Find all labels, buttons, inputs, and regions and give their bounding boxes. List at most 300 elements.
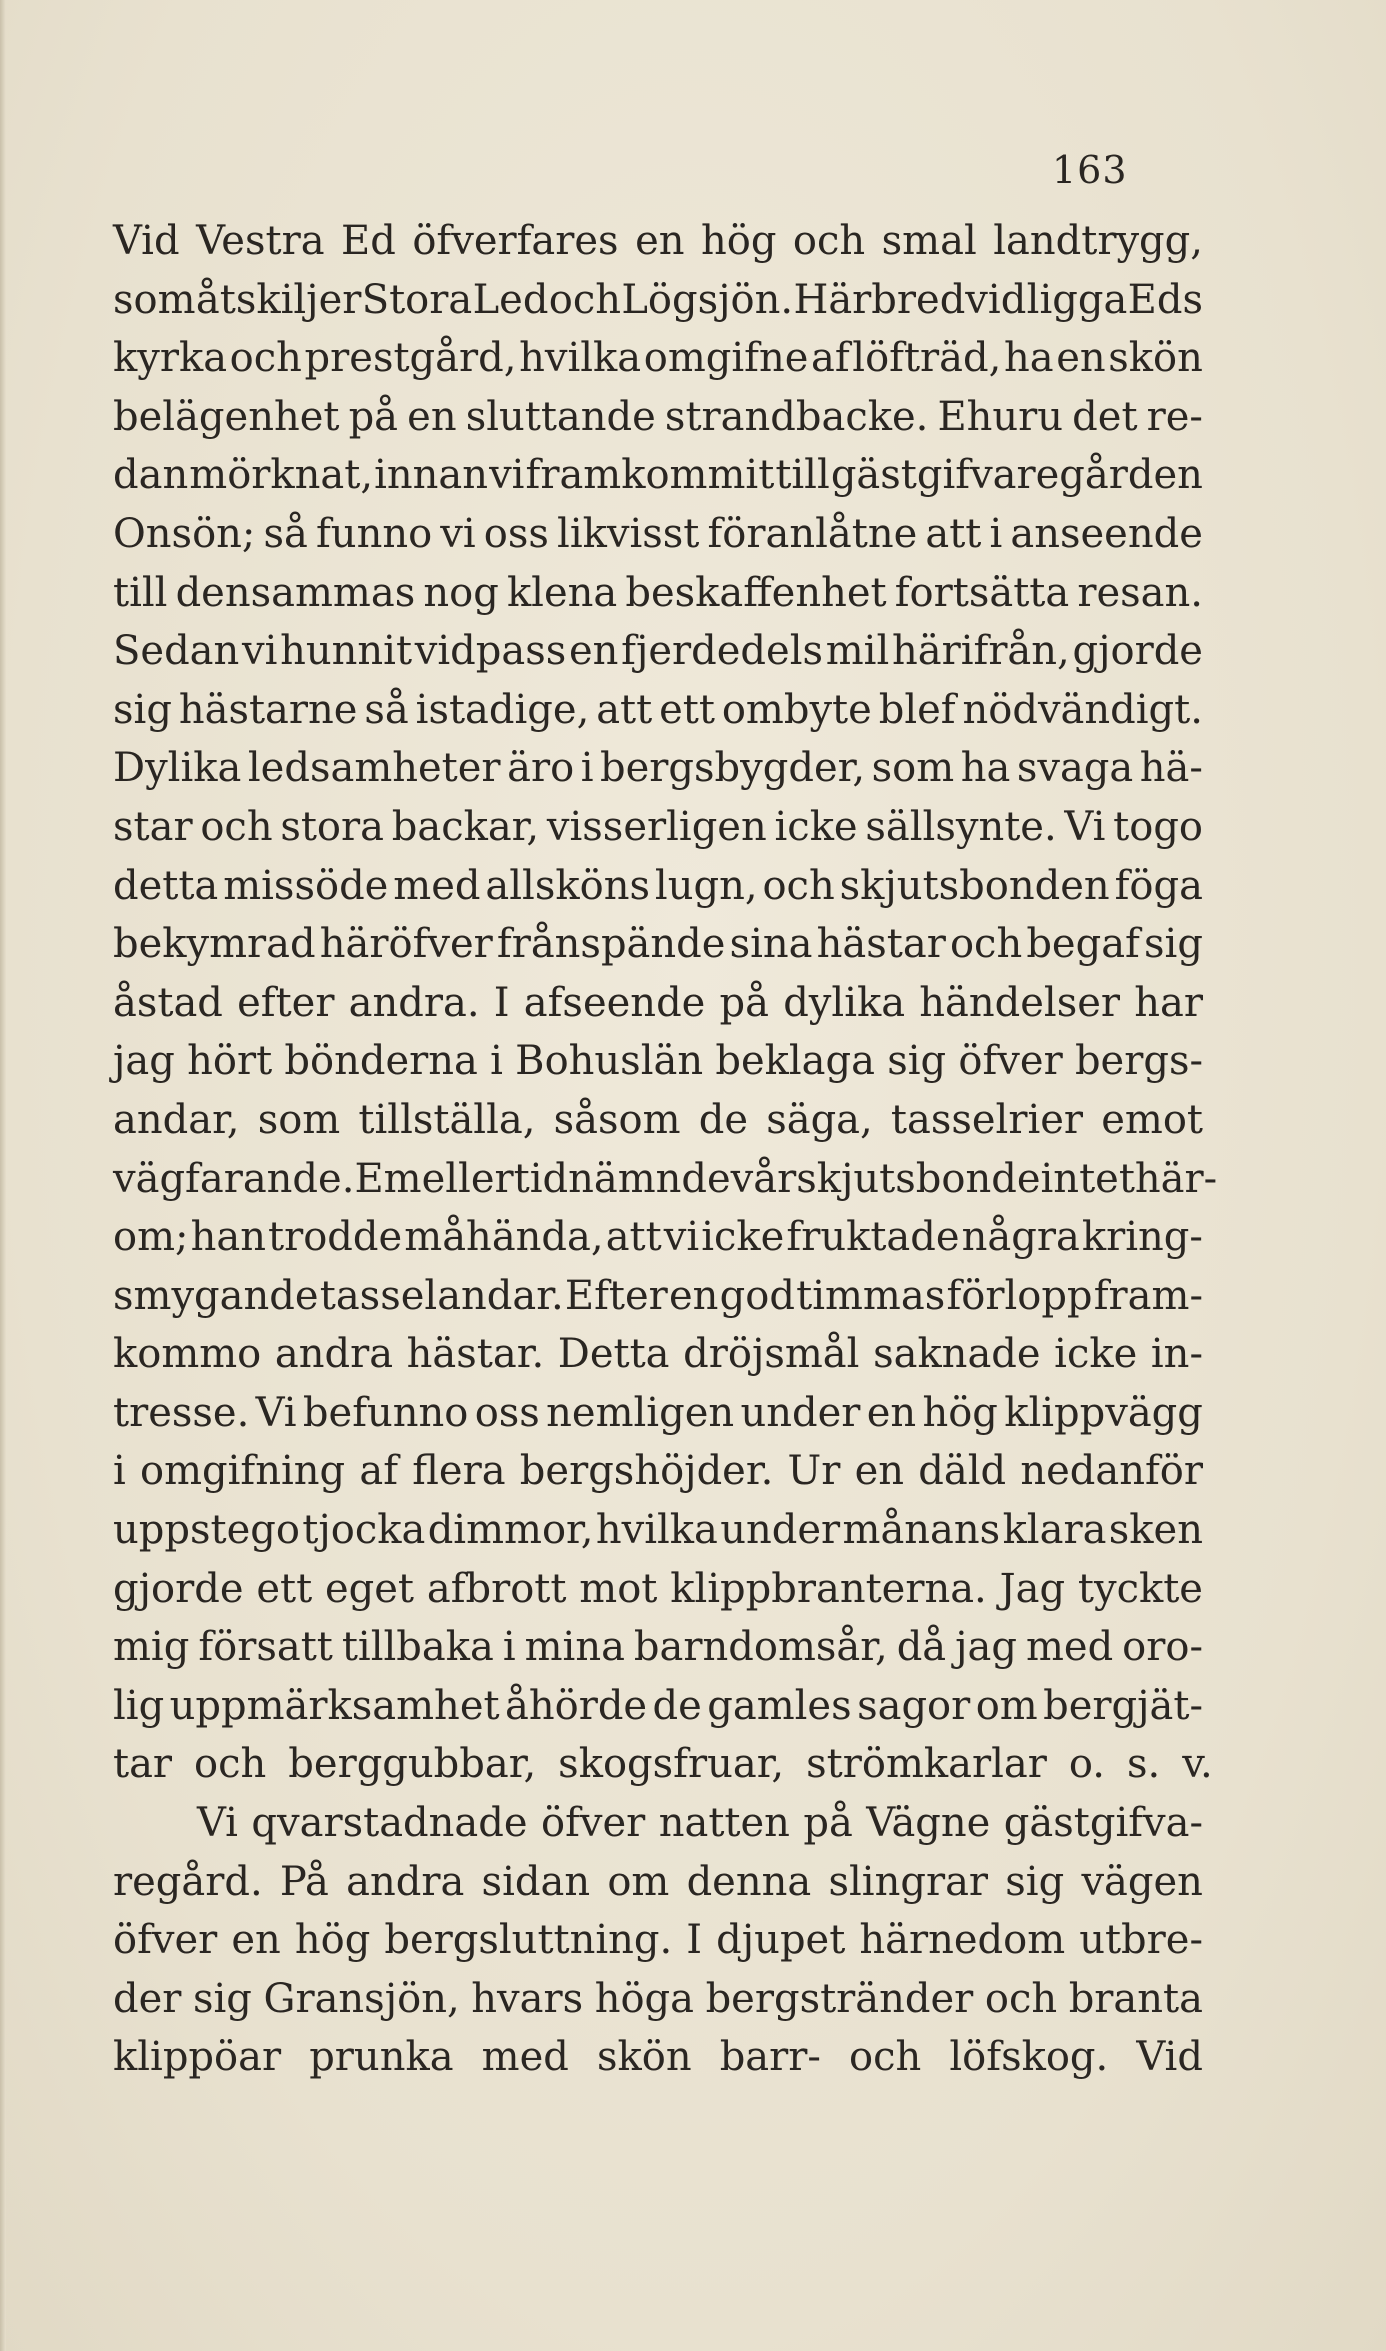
word: icke (1054, 1331, 1138, 1378)
word: frånspände (496, 921, 726, 968)
word: hästarne (178, 686, 358, 733)
text-line (113, 505, 1203, 564)
word: djupet (716, 1917, 846, 1964)
word: tjocka (302, 1507, 426, 1554)
word: vi (489, 452, 525, 499)
word: stora (280, 803, 384, 850)
text-line (113, 1032, 1203, 1091)
word: så (364, 686, 409, 733)
word: fortsätta (894, 569, 1070, 616)
word: oss (474, 1389, 540, 1436)
word: icke (774, 803, 858, 850)
word: qvarstadnade (251, 1800, 528, 1847)
word: kommo (113, 1331, 262, 1378)
word: öfver (113, 1917, 218, 1964)
word: föranlåtne (707, 510, 918, 557)
word: likvisst (557, 510, 700, 557)
word: och (194, 1741, 267, 1788)
word: ombyte (721, 686, 872, 733)
word: Vi (197, 1800, 238, 1847)
word: begaf (1026, 921, 1140, 968)
word: in- (1150, 1331, 1203, 1378)
word: hög (922, 1389, 998, 1436)
word: beklaga (715, 1038, 875, 1085)
word: och (849, 2034, 922, 2081)
word: gjorde (113, 1565, 244, 1612)
word: oss (483, 510, 549, 557)
word: omgifning (140, 1448, 346, 1495)
word: de (652, 1682, 702, 1729)
text-line (113, 212, 1203, 271)
word: mot (579, 1565, 658, 1612)
word: skön (596, 2034, 692, 2081)
text-line (113, 1208, 1203, 1267)
word: eget (324, 1565, 415, 1612)
word: tresse. (113, 1389, 250, 1436)
word: klena (506, 569, 618, 616)
word: nog (423, 569, 499, 616)
word: sällsynte. (865, 803, 1057, 850)
word: att (925, 510, 982, 557)
word: kring- (1081, 1214, 1203, 1261)
word: Vi (255, 1389, 297, 1436)
word: med (481, 2034, 569, 2081)
word: och (792, 218, 866, 264)
word: hästar. (406, 1331, 545, 1378)
word: ha (1003, 335, 1054, 382)
word: månans (842, 1507, 1001, 1554)
text-line (113, 564, 1203, 623)
word: hä- (1139, 745, 1203, 792)
word: På (279, 1858, 329, 1905)
word: bergshöjder. (519, 1448, 774, 1495)
word: svaga (1016, 745, 1134, 792)
word: uppmärksamhet (169, 1682, 500, 1729)
word: ett (659, 686, 715, 733)
word: om (607, 1858, 670, 1905)
word: saknade (873, 1331, 1041, 1378)
text-line (113, 1560, 1203, 1619)
word: under (740, 1389, 861, 1436)
word: nämnde (568, 1155, 731, 1202)
word: regård. (113, 1858, 263, 1905)
word: dan (113, 452, 189, 499)
word: Detta (557, 1331, 670, 1378)
word: smal (881, 218, 977, 264)
word: Gransjön, (263, 1975, 460, 2022)
word: re- (1146, 393, 1203, 440)
word: gästgifva- (1003, 1800, 1203, 1847)
word: Dylika (113, 745, 242, 792)
text-line (113, 1911, 1203, 1970)
word: v. (1182, 1741, 1213, 1788)
word: bönderna (284, 1038, 478, 1085)
page-number: 163 (1052, 148, 1128, 192)
word: och (949, 921, 1023, 968)
word: häröfver (319, 921, 493, 968)
word: jag (955, 1624, 1017, 1671)
text-line (113, 446, 1203, 505)
word: utbre- (1079, 1917, 1203, 1964)
text-line (113, 798, 1203, 857)
word: Eds (1127, 276, 1203, 323)
word: med (393, 862, 481, 909)
word: Emellertid (354, 1155, 569, 1202)
word: hög (700, 218, 777, 264)
word: visserligen (546, 803, 767, 850)
word: gjorde (1072, 628, 1203, 675)
word: nödvändigt. (962, 686, 1203, 733)
word: icke (701, 1214, 785, 1261)
word: flera (412, 1448, 506, 1495)
word: Onsön; (113, 510, 256, 557)
word: efter (237, 979, 335, 1026)
word: i (502, 1624, 516, 1671)
word: på (803, 1800, 853, 1847)
text-line (113, 1853, 1203, 1912)
word: öfver (540, 1800, 646, 1847)
text-line (113, 1384, 1203, 1443)
word: hvilka (595, 1507, 718, 1554)
word: och (548, 276, 622, 323)
text-line (113, 1970, 1203, 2029)
word: barr- (719, 2034, 821, 2081)
word: afbrott (426, 1565, 567, 1612)
word: strandbacke. (664, 393, 929, 440)
word: en (866, 1389, 917, 1436)
word: Vid (113, 218, 180, 264)
word: om (975, 1682, 1038, 1729)
word: anseende (1010, 510, 1203, 557)
word: en (407, 393, 457, 440)
word: vägfarande. (113, 1155, 355, 1202)
word: befunno (302, 1389, 469, 1436)
word: andra. (348, 979, 480, 1026)
word: kyrka (113, 335, 228, 382)
word: de (698, 1096, 749, 1143)
text-line (113, 1091, 1203, 1150)
word: i (113, 1448, 126, 1495)
word: ligga (1026, 276, 1128, 323)
text-line (113, 2028, 1203, 2087)
word: han (190, 1214, 266, 1261)
word: fjerdedels (621, 628, 824, 675)
word: klippvägg (1004, 1389, 1203, 1436)
word: god (719, 1272, 795, 1319)
word: resan. (1077, 569, 1203, 616)
word: en (231, 1917, 281, 1964)
body-text (113, 212, 1218, 2087)
word: I (493, 979, 510, 1026)
word: sidan (481, 1858, 591, 1905)
text-line (113, 1794, 1203, 1853)
word: dylika (783, 979, 906, 1026)
word: landtrygg, (993, 218, 1203, 264)
text-line (113, 271, 1203, 330)
word: äro (507, 745, 575, 792)
word: att (596, 686, 653, 733)
word: bekymrad (113, 921, 316, 968)
word: och (984, 1975, 1058, 2022)
word: vägen (1081, 1858, 1203, 1905)
word: andra (346, 1858, 465, 1905)
word: der (113, 1975, 182, 2022)
word: vi (663, 1214, 700, 1261)
word: höga (594, 1975, 694, 2022)
word: sluttande (465, 393, 656, 440)
word: backar, (391, 803, 540, 850)
word: bergsluttning. (384, 1917, 673, 1964)
word: beskaffenhet (625, 569, 887, 616)
word: af (359, 1448, 399, 1495)
word: åstad (113, 979, 223, 1026)
text-line (113, 681, 1203, 740)
word: sken (1108, 1507, 1203, 1554)
word: Vi (1064, 803, 1106, 850)
word: hört (187, 1038, 273, 1085)
word: mil (825, 628, 890, 675)
word: omgifne (643, 335, 809, 382)
word: hunnit (280, 628, 413, 675)
word: klippbranterna. (670, 1565, 987, 1612)
word: Sedan (113, 628, 240, 675)
word: det (1072, 393, 1138, 440)
word: härifrån, (891, 628, 1070, 675)
word: sig (1005, 1858, 1065, 1905)
word: Stora (361, 276, 473, 323)
page-binding-edge (0, 0, 6, 2351)
word: Efter (564, 1272, 668, 1319)
word: en (569, 628, 619, 675)
word: detta (113, 862, 219, 909)
word: Bohuslän (515, 1038, 704, 1085)
word: Vid (1136, 2034, 1203, 2081)
word: öfverfares (412, 218, 619, 264)
word: mörknat, (189, 452, 374, 499)
text-line (113, 388, 1203, 447)
word: på (719, 979, 769, 1026)
word: har (1134, 979, 1203, 1026)
text-line (113, 974, 1203, 1033)
word: belägenhet (113, 393, 340, 440)
word: förlopp (946, 1272, 1093, 1319)
word: sagor (857, 1682, 971, 1729)
text-line (113, 1325, 1203, 1384)
word: tasselandar. (319, 1272, 564, 1319)
word: däld (918, 1448, 1007, 1495)
word: emot (1101, 1096, 1203, 1143)
word: afseende (523, 979, 706, 1026)
word: bergsbygder, (600, 745, 866, 792)
word: mig (113, 1624, 190, 1671)
word: Ehuru (937, 393, 1064, 440)
word: skjutsbonde (796, 1155, 1041, 1202)
word: dimmor, (427, 1507, 594, 1554)
word: tasselrier (890, 1096, 1084, 1143)
word: trodde (268, 1214, 403, 1261)
word: prestgård, (304, 335, 517, 382)
word: lig (113, 1682, 165, 1729)
word: I (686, 1917, 703, 1964)
word: härnedom (859, 1917, 1066, 1964)
word: klara (1002, 1507, 1107, 1554)
word: gästgifvaregården (830, 452, 1203, 499)
word: natten (658, 1800, 790, 1847)
text-line (113, 329, 1203, 388)
word: intet (1040, 1155, 1135, 1202)
word: i (989, 510, 1003, 557)
word: denna (686, 1858, 812, 1905)
word: hvars (471, 1975, 584, 2022)
word: tar (113, 1741, 173, 1788)
word: sig (113, 686, 172, 733)
word: ett (256, 1565, 313, 1612)
word: missöde (223, 862, 389, 909)
word: åhörde (505, 1682, 648, 1729)
word: allsköns (485, 862, 650, 909)
word: löfskog. (949, 2034, 1109, 2081)
word: sig (192, 1975, 252, 2022)
word: nedanför (1020, 1448, 1203, 1495)
text-line (113, 1442, 1203, 1501)
text-line (113, 1735, 1213, 1794)
word: åtskiljer (195, 276, 362, 323)
word: timmas (796, 1272, 946, 1319)
word: och (200, 803, 273, 850)
word: Vestra (196, 218, 325, 264)
word: mina (524, 1624, 625, 1671)
word: då (896, 1624, 947, 1671)
word: Ur (787, 1448, 841, 1495)
word: och (229, 335, 302, 382)
word: barndomsår, (633, 1624, 888, 1671)
word: skön (1108, 335, 1203, 382)
word: strömkarlar (806, 1741, 1047, 1788)
word: hästar (816, 921, 946, 968)
word: fram- (1093, 1272, 1203, 1319)
word: försatt (198, 1624, 333, 1671)
text-line (113, 857, 1203, 916)
word: Jag (999, 1565, 1066, 1612)
word: af (811, 335, 850, 382)
word: några (961, 1214, 1080, 1261)
word: tillbaka (341, 1624, 494, 1671)
word: som (871, 745, 955, 792)
word: Lögsjön. (621, 276, 794, 323)
word: till (113, 569, 168, 616)
word: så (263, 510, 308, 557)
word: tyckte (1077, 1565, 1203, 1612)
word: vi (242, 628, 278, 675)
word: istadige, (415, 686, 590, 733)
word: densammas (175, 569, 416, 616)
word: oro- (1122, 1624, 1203, 1671)
word: sig (887, 1038, 947, 1085)
word: måhända, (404, 1214, 604, 1261)
word: s. (1126, 1741, 1161, 1788)
word: Led (472, 276, 549, 323)
word: lugn, (654, 862, 758, 909)
word: gamles (707, 1682, 852, 1729)
word: hög (294, 1917, 371, 1964)
word: under (720, 1507, 841, 1554)
word: dröjsmål (683, 1331, 860, 1378)
word: innan (374, 452, 489, 499)
word: säga, (766, 1096, 873, 1143)
word: en (854, 1448, 905, 1495)
word: tillställa, (358, 1096, 536, 1143)
word: Vägne (866, 1800, 991, 1847)
word: till (775, 452, 830, 499)
word: som (257, 1096, 341, 1143)
word: i (490, 1038, 503, 1085)
word: branta (1068, 1975, 1203, 2022)
text-line (113, 1618, 1203, 1677)
text-line (113, 1501, 1203, 1560)
word: vi (440, 510, 476, 557)
word: funno (316, 510, 433, 557)
word: skjutsbonden (839, 862, 1110, 909)
word: och (762, 862, 835, 909)
word: jag (113, 1038, 175, 1085)
word: händelser (919, 979, 1121, 1026)
word: vidpass (414, 628, 567, 675)
word: en (635, 218, 685, 264)
word: uppstego (113, 1507, 300, 1554)
word: skogsfruar, (558, 1741, 785, 1788)
word: en (668, 1272, 719, 1319)
word: en (1056, 335, 1106, 382)
word: med (1025, 1624, 1114, 1671)
word: andra (274, 1331, 394, 1378)
word: föga (1114, 862, 1203, 909)
word: om; (113, 1214, 189, 1261)
word: bergstränder (705, 1975, 974, 2022)
word: star (113, 803, 193, 850)
text-line (113, 739, 1203, 798)
word: öfver (958, 1038, 1063, 1085)
word: sina (729, 921, 813, 968)
text-line (113, 622, 1203, 681)
word: prunka (309, 2034, 454, 2081)
word: klippöar (113, 2034, 282, 2081)
word: sig (1144, 921, 1203, 968)
word: löfträd, (852, 335, 1002, 382)
text-line (113, 1267, 1203, 1326)
text-line (113, 1677, 1203, 1736)
text-line (113, 915, 1203, 974)
word: Ed (341, 218, 396, 264)
word: bergs- (1074, 1038, 1203, 1085)
word: smygande (113, 1272, 319, 1319)
word: att (605, 1214, 662, 1261)
word: såsom (553, 1096, 681, 1143)
word: nemligen (546, 1389, 735, 1436)
word: berggubbar, (288, 1741, 537, 1788)
word: här- (1134, 1155, 1218, 1202)
word: bergjät- (1043, 1682, 1203, 1729)
word: Härbredvid (793, 276, 1027, 323)
word: som (113, 276, 196, 323)
word: vår (730, 1155, 797, 1202)
word: slingrar (828, 1858, 989, 1905)
word: hvilka (519, 335, 642, 382)
word: fruktade (786, 1214, 960, 1261)
text-line (113, 1150, 1218, 1209)
word: i (580, 745, 594, 792)
word: ha (960, 745, 1011, 792)
word: på (348, 393, 399, 440)
